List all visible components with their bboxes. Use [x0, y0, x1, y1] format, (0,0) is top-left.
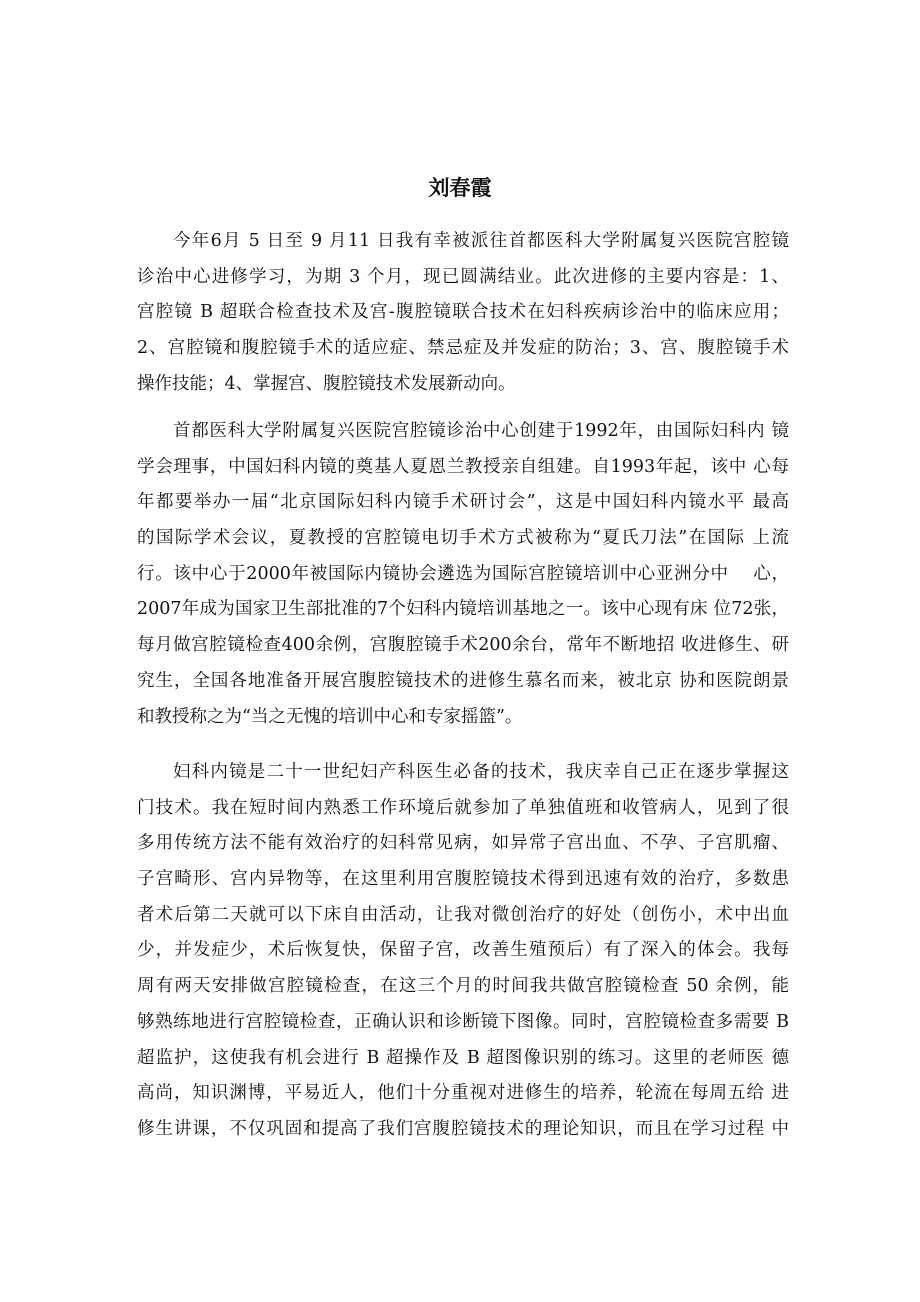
text-line: 周有两天安排做宫腔镜检查，在这三个月的时间我共做宫腔镜检查 50 余例，能 [137, 976, 789, 997]
text-line: 少，并发症少，术后恢复快，保留子宫，改善生殖预后）有了深入的体会。我每 [137, 940, 789, 961]
text-line: 的国际学术会议，夏教授的宫腔镜电切手术方式被称为“夏氏刀法”在国际 上流 [137, 528, 789, 549]
text-line: 子宫畸形、宫内异物等，在这里利用宫腹腔镜技术得到迅速有效的治疗，多数患 [137, 869, 789, 890]
text-line: 够熟练地进行宫腔镜检查，正确认识和诊断镜下图像。同时，宫腔镜检查多需要 B [137, 1011, 789, 1032]
text-line: 年都要举办一届“北京国际妇科内镜手术研讨会”，这是中国妇科内镜水平 最高 [137, 492, 789, 513]
text-line: 2、宫腔镜和腹腔镜手术的适应症、禁忌症及并发症的防治；3、宫、腹腔镜手术 [137, 338, 789, 359]
text-line: 者术后第二天就可以下床自由活动，让我对微创治疗的好处（创伤小，术中出血 [137, 904, 789, 925]
text-line: 多用传统方法不能有效治疗的妇科常见病，如异常子宫出血、不孕、子宫肌瘤、 [137, 833, 789, 854]
paragraph-learning-experience [137, 755, 789, 1148]
text-line: 宫腔镜 B 超联合检查技术及宫-腹腔镜联合技术在妇科疾病诊治中的临床应用； [137, 302, 789, 323]
document-title: 刘春霞 [428, 176, 492, 200]
paragraph-center-introduction [137, 414, 789, 735]
text-line: 操作技能；4、掌握宫、腹腔镜技术发展新动向。 [137, 373, 516, 394]
text-line: 和教授称之为“当之无愧的培训中心和专家摇篮”。 [137, 706, 523, 727]
text-line: 高尚，知识渊博，平易近人，他们十分重视对进修生的培养，轮流在每周五给 进 [137, 1083, 789, 1104]
text-line: 首都医科大学附属复兴医院宫腔镜诊治中心创建于1992年，由国际妇科内 镜 [173, 421, 789, 441]
text-line: 诊治中心进修学习，为期 3 个月，现已圆满结业。此次进修的主要内容是：1、 [137, 266, 789, 287]
text-line: 学会理事，中国妇科内镜的奠基人夏恩兰教授亲自组建。自1993年起，该中 心每 [137, 456, 789, 477]
text-line: 行。该中心于2000年被国际内镜协会遴选为国际宫腔镜培训中心亚洲分中 心， [137, 563, 789, 584]
text-line: 2007年成为国家卫生部批准的7个妇科内镜培训基地之一。该中心现有床 位72张， [137, 599, 789, 620]
text-line: 究生，全国各地准备开展宫腹腔镜技术的进修生慕名而来，被北京 协和医院朗景 [137, 670, 789, 691]
text-line: 妇科内镜是二十一世纪妇产科医生必备的技术，我庆幸自己正在逐步掌握这 [173, 762, 789, 782]
text-line: 门技术。我在短时间内熟悉工作环境后就参加了单独值班和收管病人，见到了很 [137, 797, 789, 818]
text-line: 修生讲课，不仅巩固和提高了我们宫腹腔镜技术的理论知识，而且在学习过程 中 [137, 1118, 789, 1139]
text-line: 每月做宫腔镜检查400余例，宫腹腔镜手术200余台，常年不断地招 收进修生、研 [137, 635, 789, 656]
text-line: 今年6月 5 日至 9 月11 日我有幸被派往首都医科大学附属复兴医院宫腔镜 [173, 231, 789, 251]
paragraph-training-overview [137, 224, 789, 402]
text-line: 超监护，这使我有机会进行 B 超操作及 B 超图像识别的练习。这里的老师医 德 [137, 1047, 789, 1068]
